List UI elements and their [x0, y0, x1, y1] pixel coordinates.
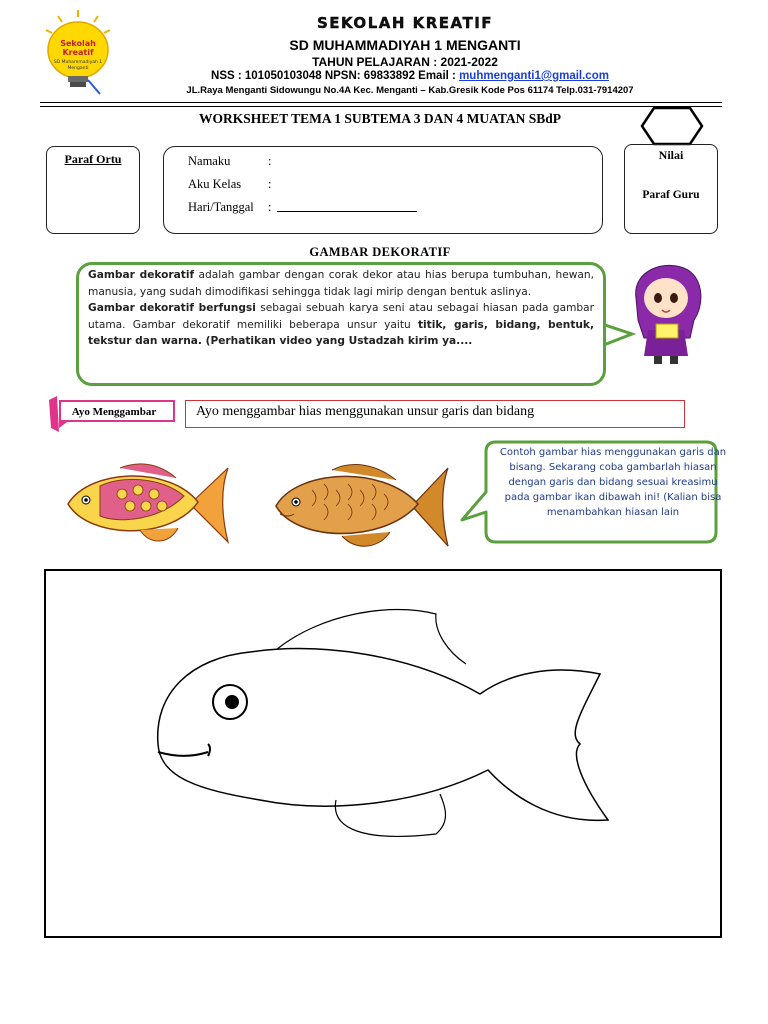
- scaled-fish-icon: [272, 460, 452, 552]
- teacher-signature-label: Paraf Guru: [642, 189, 700, 201]
- logo-line-1: Sekolah: [60, 39, 96, 48]
- info-elements: titik, garis, bidang, bentuk, tekstur dan warna. (Perhatikan video yang Ustadzah kirim ya....: [88, 318, 594, 347]
- date-underline: [277, 211, 417, 212]
- worksheet-title: WORKSHEET TEMA 1 SUBTEMA 3 DAN 4 MUATAN SBdP: [198, 111, 562, 126]
- grade-label: Nilai: [658, 148, 684, 162]
- name-field[interactable]: :: [268, 154, 272, 168]
- header-divider-thin: [40, 106, 722, 107]
- nss-text: NSS : 101050103048 NPSN: 69833892 Email :: [211, 70, 460, 82]
- info-function: sebagai sebuah karya seni atau sebagai hiasan pada gambar utama. Gambar dekoratif memiliki beberapa unsur yaitu: [88, 302, 594, 331]
- school-name: SEKOLAH KREATIF: [316, 14, 494, 32]
- name-label: Namaku: [188, 154, 231, 168]
- info-term-2: Gambar dekoratif berfungsi: [88, 302, 256, 314]
- hijab-girl-icon: [626, 258, 706, 368]
- nss-line: [100, 70, 720, 82]
- email-link[interactable]: muhmenganti1@gmail.com: [459, 70, 609, 82]
- logo-line-2: Kreatif: [62, 48, 94, 57]
- info-definition: adalah gambar dengan corak dekor atau hias berupa tumbuhan, hewan, manusia, yang sudah dimodifikasi sehingga tidak lagi mirip dengan bentuk aslinya.: [88, 269, 594, 298]
- activity-instruction: Ayo menggambar hias menggunakan unsur garis dan bidang: [196, 404, 535, 419]
- example-note-text: Contoh gambar hias menggunakan garis dan bisang. Sekarang coba gambarlah hiasan dengan garis dan bidang sesuai kreasimu pada gambar ikan dibawah ini! (Kalian bisa menambahkan hiasan lain: [499, 447, 727, 518]
- hexagon-icon: [640, 106, 704, 146]
- logo-line-3: SD Muhammadiyah 1: [53, 60, 103, 65]
- header-divider: [40, 102, 722, 103]
- logo-line-4: Menganti: [67, 66, 89, 71]
- school-address: JL.Raya Menganti Sidowungu No.4A Kec. Menganti – Kab.Gresik Kode Pos 61174 Telp.031-7914207: [186, 85, 634, 96]
- info-text: [88, 267, 594, 350]
- info-term-1: Gambar dekoratif: [88, 269, 195, 281]
- parent-signature-label: Paraf Ortu: [64, 152, 122, 166]
- activity-badge-label: Ayo Menggambar: [71, 406, 157, 418]
- section-title: GAMBAR DEKORATIF: [309, 245, 451, 259]
- date-field[interactable]: :: [268, 200, 272, 214]
- class-field[interactable]: :: [268, 177, 272, 191]
- fish-outline-icon: [150, 594, 620, 850]
- decorative-fish-icon: [60, 460, 236, 548]
- class-label: Aku Kelas: [188, 177, 242, 191]
- date-label: Hari/Tanggal: [188, 200, 254, 214]
- sd-name: SD MUHAMMADIYAH 1 MENGANTI: [289, 37, 521, 53]
- academic-year: TAHUN PELAJARAN : 2021-2022: [312, 55, 498, 69]
